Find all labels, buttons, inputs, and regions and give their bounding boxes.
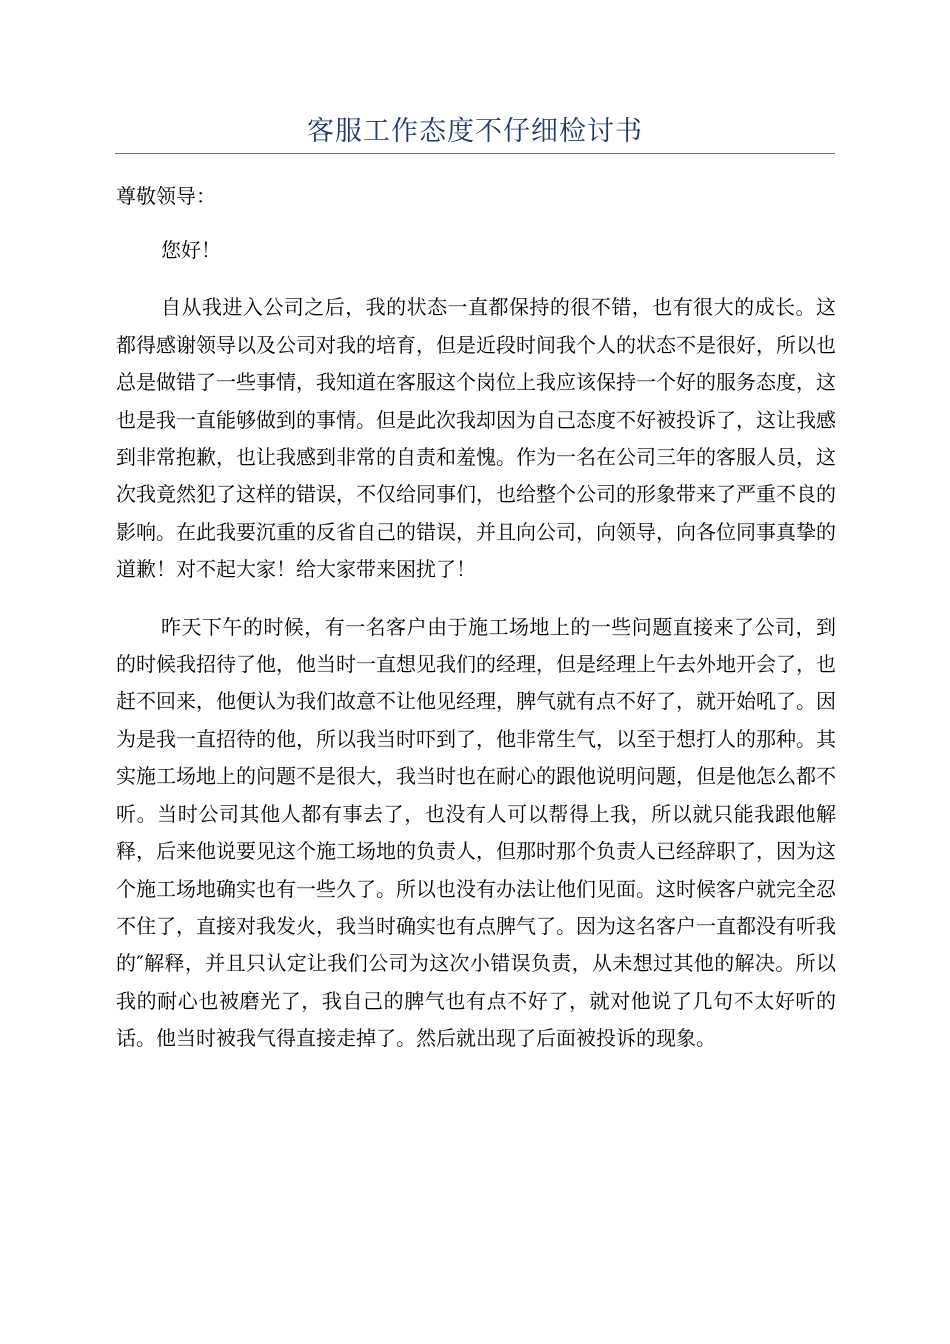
salutation: 尊敬领导： [116, 184, 216, 208]
greeting-line: 您好！ [161, 238, 221, 262]
title-underline [115, 153, 835, 154]
document-body [116, 232, 836, 1058]
paragraph-1: 自从我进入公司之后，我的状态一直都保持的很不错，也有很大的成长。这都得感谢领导以及公司对我的培育，但是近段时间我个人的状态不是很好，所以也总是做错了一些事情，我知道在客服这个岗位上我应该保持一个好的服务态度，这也是我一直能够做到的事情。但是此次我却因为自己态度不好被投诉了，这让我感到非常抱歉，也让我感到非常的自责和羞愧。作为一名在公司三年的客服人员，这次我竟然犯了这样的错误，不仅给同事们，也给整个公司的形象带来了严重不良的影响。在此我要沉重的反省自己的错误，并且向公司，向领导，向各位同事真挚的道歉！对不起大家！给大家带来困扰了！ [116, 295, 836, 582]
document-title: 客服工作态度不仔细检讨书 [307, 116, 643, 147]
paragraph-2: 昨天下午的时候，有一名客户由于施工场地上的一些问题直接来了公司，到的时候我招待了他，他当时一直想见我们的经理，但是经理上午去外地开会了，也赶不回来，他便认为我们故意不让他见经理，脾气就有点不好了，就开始吼了。因为是我一直招待的他，所以我当时吓到了，他非常生气，以至于想打人的那种。其实施工场地上的问题不是很大，我当时也在耐心的跟他说明问题，但是他怎么都不听。当时公司其他人都有事去了，也没有人可以帮得上我，所以就只能我跟他解释，后来他说要见这个施工场地的负责人，但那时那个负责人已经辞职了，因为这个施工场地确实也有一些久了。所以也没有办法让他们见面。这时候客户就完全忍不住了，直接对我发火，我当时确实也有点脾气了。因为这名客户一直都没有听我的″解释，并且只认定让我们公司为这次小错误负责，从未想过其他的解决。所以我的耐心也被磨光了，我自己的脾气也有点不好了，就对他说了几句不太好听的话。他当时被我气得直接走掉了。然后就出现了后面被投诉的现象。 [116, 614, 836, 1051]
